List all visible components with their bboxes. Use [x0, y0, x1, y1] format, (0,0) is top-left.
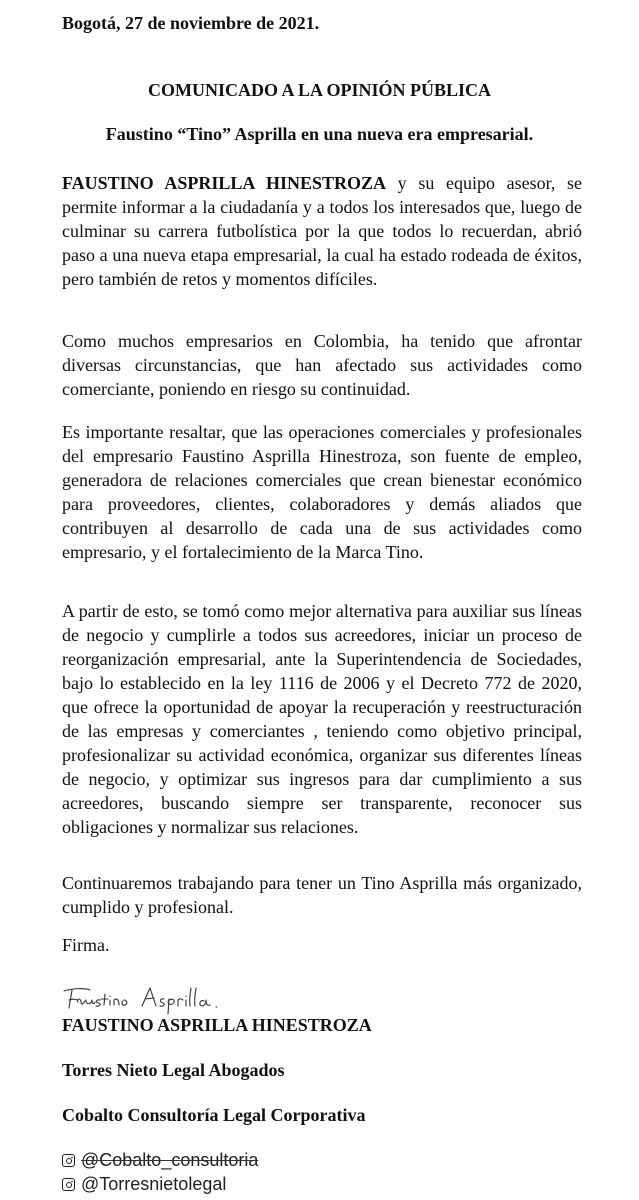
social-handle-cobalto[interactable] — [62, 1150, 258, 1171]
intro-name-bold: FAUSTINO ASPRILLA HINESTROZA — [62, 173, 387, 193]
social-handle-text: @Torresnietolegal — [81, 1174, 227, 1194]
signature-label: Firma. — [62, 935, 110, 955]
signer-name: FAUSTINO ASPRILLA HINESTROZA — [62, 1015, 372, 1035]
handwritten-signature — [60, 982, 250, 1016]
paragraph-operations: Es importante resaltar, que las operaciones comerciales y profesionales del empresario Faustino Asprilla Hinestroza, son fuente de empleo, generadora de relaciones comerciales que crean bienestar económico para proveedores, clientes, colaboradores y demás aliados que contribuyen al desarrollo de cada una de sus actividades como empresario, y el fortalecimiento de la Marca Tino. — [62, 422, 582, 562]
social-handle-torresnieto[interactable] — [62, 1174, 226, 1195]
firm-cobalto: Cobalto Consultoría Legal Corporativa — [62, 1105, 366, 1125]
paragraph-reorganization: A partir de esto, se tomó como mejor alternativa para auxiliar sus líneas de negocio y cumplirle a todos sus acreedores, iniciar un proceso de reorganización empresarial, ante la Superintendencia de Sociedades, bajo lo establecido en la ley 1116 de 2006 y el Decreto 772 de 2020, que ofrece la oportunidad de apoyar la recuperación y reestructuración de las empresas y comerciantes , teniendo como objetivo principal, profesionalizar su actividad económica, organizar sus diferentes líneas de negocio, y optimizar sus ingresos para dar cumplimiento a sus acreedores, buscando siempre ser transparente, reconocer sus obligaciones y normalizar sus relaciones. — [62, 601, 582, 837]
social-handle-text: @Cobalto_consultoria — [81, 1150, 259, 1170]
document-title: COMUNICADO A LA OPINIÓN PÚBLICA — [147, 80, 492, 100]
paragraph-closing: Continuaremos trabajando para tener un Tino Asprilla más organizado, cumplido y profesional. — [62, 873, 582, 917]
paragraph-intro — [62, 171, 582, 291]
instagram-icon — [62, 1154, 75, 1167]
document-date: Bogotá, 27 de noviembre de 2021. — [62, 13, 320, 33]
firm-torres-nieto: Torres Nieto Legal Abogados — [62, 1060, 285, 1080]
instagram-icon — [62, 1178, 75, 1191]
document-subtitle: Faustino “Tino” Asprilla en una nueva era empresarial. — [105, 124, 534, 144]
paragraph-circumstances: Como muchos empresarios en Colombia, ha tenido que afrontar diversas circunstancias, que han afectado sus actividades como comerciante, poniendo en riesgo su continuidad. — [62, 331, 582, 399]
intro-text: y su equipo asesor, se permite informar a la ciudadanía y a todos los interesados que, luego de culminar su carrera futbolística por la que todos lo recuerdan, abrió paso a una nueva etapa empresarial, la cual ha estado rodeada de éxitos, pero también de retos y momentos difíciles. — [62, 173, 582, 289]
